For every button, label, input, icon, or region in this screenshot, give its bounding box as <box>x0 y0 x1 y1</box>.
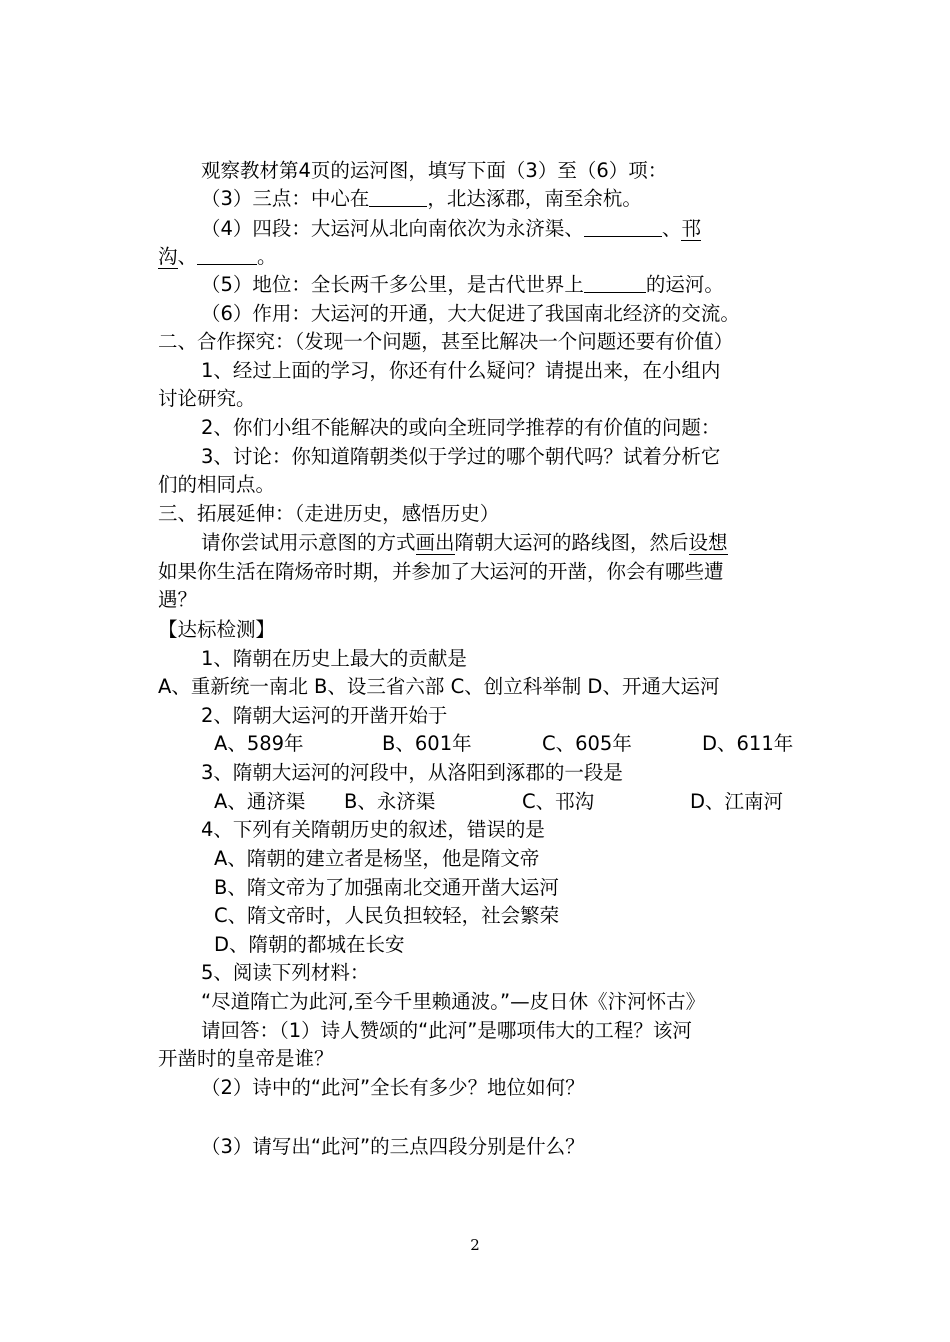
item-3-text-b: ，北达涿郡，南至余杭。 <box>427 187 642 210</box>
intro-text: 观察教材第4页的运河图，填写下面（3）至（6）项： <box>201 159 668 182</box>
q3-option-a: A、通济渠 <box>214 790 306 813</box>
blank-status[interactable] <box>584 272 646 293</box>
blank-segment-4[interactable] <box>197 244 257 265</box>
test-quote: “尽道隋亡为此河,至今千里赖通波。”—皮日休《汴河怀古》 <box>201 990 706 1013</box>
item-4-hangou-1: 邗 <box>681 217 701 240</box>
item-5-text-b: 的运河。 <box>645 273 724 296</box>
q3-option-c: C、邗沟 <box>522 790 595 813</box>
section-2-q3a: 3、讨论：你知道隋朝类似于学过的哪个朝代吗？试着分析它 <box>201 445 721 468</box>
q3-option-b: B、永济渠 <box>344 790 436 813</box>
item-5 <box>201 272 724 298</box>
q2-option-b: B、601年 <box>382 732 472 755</box>
item-3 <box>201 186 642 212</box>
test-ans2: （2）诗中的“此河”全长有多少？地位如何？ <box>201 1076 585 1099</box>
q3-option-d: D、江南河 <box>690 790 784 813</box>
section-3-title: 三、拓展延伸：（走进历史，感悟历史） <box>158 502 500 525</box>
item-4-end: 。 <box>257 245 277 268</box>
q2-option-c: C、605年 <box>542 732 632 755</box>
page-number: 2 <box>470 1236 480 1254</box>
q4-option-c: C、隋文帝时，人民负担较轻，社会繁荣 <box>214 904 560 927</box>
test-ans3: （3）请写出“此河”的三点四段分别是什么？ <box>201 1135 585 1158</box>
section-3-p3: 遇？ <box>158 588 198 611</box>
q4-option-d: D、隋朝的都城在长安 <box>214 933 405 956</box>
section-2-q1a: 1、经过上面的学习，你还有什么疑问？请提出来，在小组内 <box>201 359 721 382</box>
item-4-cont <box>158 244 277 270</box>
section-3-p1c: 隋朝大运河的路线图，然后 <box>454 531 689 554</box>
test-q1-options: A、重新统一南北 B、设三省六部 C、创立科举制 D、开通大运河 <box>158 675 720 698</box>
section-2-q2: 2、你们小组不能解决的或向全班同学推荐的有价值的问题： <box>201 416 721 439</box>
section-3-p1 <box>201 530 728 556</box>
section-2-title: 二、合作探究：（发现一个问题，甚至比解决一个问题还要有价值） <box>158 330 734 353</box>
q4-option-a: A、隋朝的建立者是杨坚，他是隋文帝 <box>214 847 540 870</box>
section-3-p1a: 请你尝试用示意图的方式 <box>201 531 416 554</box>
q4-option-b: B、隋文帝为了加强南北交通开凿大运河 <box>214 876 559 899</box>
test-title: 【达标检测】 <box>158 618 276 641</box>
test-q2: 2、隋朝大运河的开凿开始于 <box>201 704 448 727</box>
blank-center[interactable] <box>369 186 427 207</box>
item-4 <box>201 216 701 242</box>
item-4-sep2: 、 <box>177 245 198 268</box>
test-q1: 1、隋朝在历史上最大的贡献是 <box>201 647 467 670</box>
section-3-p2: 如果你生活在隋炀帝时期，并参加了大运河的开凿，你会有哪些遭 <box>158 560 724 583</box>
blank-segment-2[interactable] <box>584 216 662 237</box>
item-4-text-a: （4）四段：大运河从北向南依次为永济渠、 <box>201 217 584 240</box>
test-ans1a: 请回答：（1）诗人赞颂的“此河”是哪项伟大的工程？该河 <box>201 1019 692 1042</box>
item-4-hangou-2: 沟 <box>158 245 178 268</box>
q2-option-a: A、589年 <box>214 732 304 755</box>
section-2-q1b: 讨论研究。 <box>158 387 256 410</box>
test-q5: 5、阅读下列材料： <box>201 961 370 984</box>
section-3-draw: 画出 <box>415 531 455 554</box>
item-5-text-a: （5）地位：全长两千多公里，是古代世界上 <box>201 273 584 296</box>
section-2-q3b: 们的相同点。 <box>158 473 276 496</box>
item-6: （6）作用：大运河的开通，大大促进了我国南北经济的交流。 <box>201 302 740 325</box>
test-q4: 4、下列有关隋朝历史的叙述，错误的是 <box>201 818 545 841</box>
item-4-sep: 、 <box>661 217 682 240</box>
test-ans1b: 开凿时的皇帝是谁？ <box>158 1047 334 1070</box>
section-3-imagine: 设想 <box>688 531 728 554</box>
item-3-text-a: （3）三点：中心在 <box>201 187 370 210</box>
q2-option-d: D、611年 <box>702 732 794 755</box>
test-q3: 3、隋朝大运河的河段中，从洛阳到涿郡的一段是 <box>201 761 623 784</box>
